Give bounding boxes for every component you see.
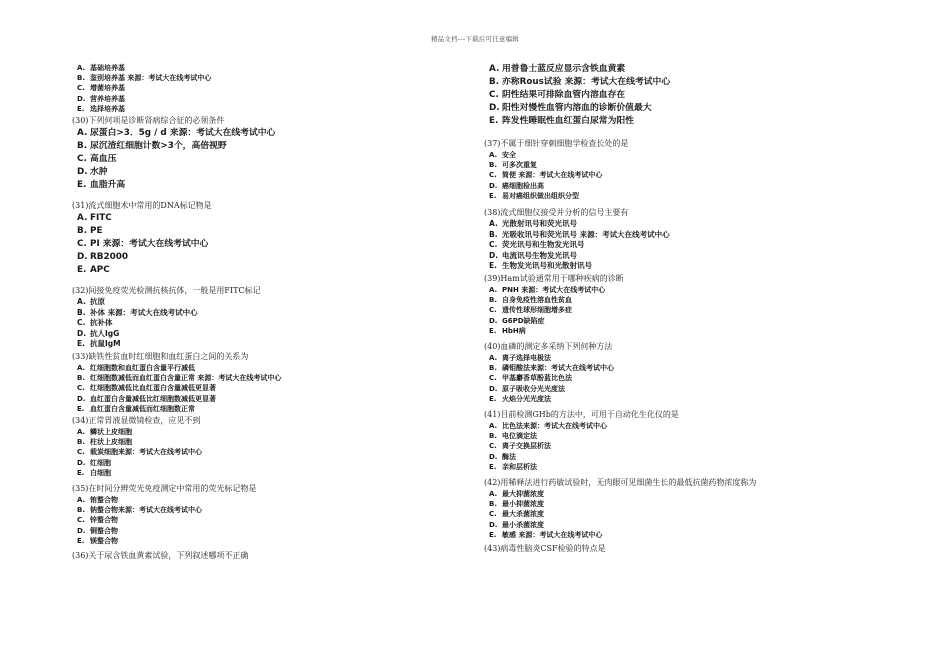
- option-letter: E.: [489, 191, 497, 200]
- answer-option: [484, 295, 844, 305]
- answer-option: [72, 166, 432, 179]
- question-block: [72, 63, 432, 114]
- option-letter: B.: [489, 364, 497, 373]
- answer-option: [72, 140, 432, 153]
- question-block: [484, 341, 844, 404]
- option-letter: A.: [77, 213, 88, 224]
- answer-option: [72, 251, 432, 264]
- option-letter: E.: [77, 339, 85, 349]
- option-text: 光散射讯号和荧光讯号: [502, 219, 577, 229]
- question-stem: (32)间接免疫荧光检测抗核抗体，一般是用FITC标记: [72, 286, 261, 296]
- option-letter: E.: [77, 468, 85, 477]
- answer-option: [72, 212, 432, 225]
- answer-option: [72, 83, 432, 93]
- question-block: [484, 543, 844, 555]
- answer-option: [484, 353, 844, 363]
- option-text: 亦称Rous试验 来源：考试大在线考试中心: [502, 77, 671, 87]
- option-letter: A.: [489, 354, 498, 362]
- option-letter: E.: [489, 530, 497, 539]
- answer-option: [484, 373, 844, 383]
- option-text: PE: [90, 226, 103, 237]
- option-text: 鉴别培养基 来源：考试大在线考试中心: [90, 74, 212, 83]
- answer-option: [484, 326, 844, 336]
- option-letter: B.: [77, 226, 88, 237]
- option-text: 亲和层析法: [502, 462, 537, 471]
- question-stem: (43)病毒性脑炎CSF检验的特点是: [484, 544, 606, 554]
- answer-option: [484, 261, 844, 272]
- option-letter: A.: [489, 285, 498, 294]
- option-text: PNH 来源：考试大在线考试中心: [502, 285, 606, 294]
- answer-option: [484, 431, 844, 441]
- option-text: 最大抑菌浓度: [502, 490, 544, 499]
- option-letter: D.: [77, 167, 88, 178]
- option-text: 离子选择电极法: [502, 354, 551, 362]
- option-letter: A.: [489, 490, 498, 499]
- answer-option: [484, 499, 844, 509]
- option-letter: C.: [77, 384, 85, 393]
- option-letter: C.: [77, 239, 87, 250]
- question-stem: (31)流式细胞术中常用的DNA标记物是: [72, 201, 212, 211]
- question-block: [72, 351, 432, 414]
- option-text: 载炭细胞来源：考试大在线考试中心: [90, 448, 202, 457]
- answer-option: [484, 251, 844, 262]
- option-text: 癌细胞检出高: [502, 181, 544, 190]
- answer-option: [484, 219, 844, 230]
- option-text: PI 来源：考试大在线考试中心: [90, 239, 209, 250]
- answer-option: [72, 437, 432, 447]
- answer-option: [72, 404, 432, 414]
- option-letter: D.: [489, 316, 498, 325]
- right-column: [484, 63, 844, 555]
- answer-option: [484, 316, 844, 326]
- question-block: [484, 63, 844, 128]
- option-letter: C.: [489, 306, 497, 315]
- option-text: 增菌培养基: [90, 84, 125, 93]
- option-letter: A.: [489, 422, 498, 431]
- answer-option: [484, 363, 844, 373]
- answer-option: [72, 104, 432, 114]
- option-text: 钠螯合物来源：考试大在线考试中心: [90, 506, 202, 515]
- answer-option: [484, 102, 844, 115]
- option-letter: B.: [489, 296, 497, 305]
- answer-option: [72, 505, 432, 515]
- question-block: [484, 273, 844, 336]
- option-letter: C.: [489, 442, 497, 451]
- answer-option: [72, 339, 432, 350]
- option-text: 抗补体: [90, 318, 113, 328]
- option-letter: C.: [77, 448, 85, 457]
- option-text: APC: [90, 265, 110, 276]
- answer-option: [72, 536, 432, 546]
- answer-option: [484, 63, 844, 76]
- option-text: 红细胞数减低比血红蛋白含量减低更显著: [90, 384, 216, 393]
- option-letter: B.: [77, 141, 88, 152]
- option-text: G6PD缺陷症: [502, 316, 545, 325]
- option-letter: D.: [77, 394, 86, 403]
- option-letter: E.: [77, 180, 87, 191]
- option-text: RB2000: [90, 252, 128, 263]
- answer-option: [484, 285, 844, 295]
- option-text: 甲基麝香草酚蓝比色法: [502, 374, 572, 383]
- question-block: [72, 483, 432, 546]
- option-letter: D.: [77, 328, 87, 338]
- option-text: 抗原: [90, 297, 105, 307]
- option-text: 抗人IgG: [90, 328, 120, 338]
- answer-option: [484, 394, 844, 404]
- option-text: 镁螯合物: [90, 536, 118, 545]
- option-text: 可多次重复: [502, 161, 537, 170]
- option-letter: B.: [489, 500, 497, 509]
- option-text: 生物发光讯号和光散射讯号: [502, 261, 592, 271]
- option-letter: B.: [77, 74, 85, 83]
- option-text: 原子吸收分光光度法: [502, 384, 565, 393]
- question-block: [484, 477, 844, 540]
- option-letter: C.: [77, 318, 86, 328]
- question-block: [484, 207, 844, 272]
- option-letter: C.: [77, 84, 85, 93]
- option-text: 尿蛋白>3．5g / d 来源：考试大在线考试中心: [90, 128, 276, 139]
- question-block: [72, 415, 432, 478]
- option-text: HbH病: [502, 326, 526, 335]
- option-letter: A.: [77, 128, 88, 139]
- option-text: 用普鲁士蓝反应显示含铁血黄素: [502, 64, 626, 74]
- question-block: [72, 550, 432, 562]
- option-letter: C.: [489, 90, 499, 100]
- option-text: 自身免疫性溶血性贫血: [502, 296, 572, 305]
- answer-option: [484, 452, 844, 462]
- option-letter: D.: [489, 181, 498, 190]
- option-text: 补体 来源：考试大在线考试中心: [90, 307, 198, 317]
- answer-option: [484, 160, 844, 170]
- answer-option: [72, 373, 432, 383]
- question-stem: (38)流式细胞仪接受并分析的信号主要有: [484, 208, 629, 218]
- option-text: 铜螯合物: [90, 526, 118, 535]
- option-text: 光吸收讯号和荧光讯号 来源：考试大在线考试中心: [502, 229, 670, 239]
- answer-option: [72, 238, 432, 251]
- answer-option: [72, 297, 432, 308]
- option-text: 安全: [502, 151, 516, 159]
- option-letter: B.: [489, 432, 497, 441]
- question-block: [484, 138, 844, 201]
- option-letter: E.: [77, 536, 85, 545]
- answer-option: [484, 181, 844, 191]
- option-letter: D.: [77, 526, 86, 535]
- question-block: [484, 409, 844, 472]
- answer-option: [72, 526, 432, 536]
- answer-option: [72, 73, 432, 83]
- option-letter: C.: [489, 510, 497, 519]
- answer-option: [72, 394, 432, 404]
- answer-option: [484, 240, 844, 251]
- option-text: 阴性结果可排除血管内溶血存在: [502, 90, 626, 100]
- option-text: 最大杀菌浓度: [502, 510, 544, 519]
- page-header: 精品文档---下载后可任意编辑: [430, 35, 520, 43]
- answer-option: [484, 170, 844, 180]
- answer-option: [72, 264, 432, 277]
- question-stem: (37)不属于细针穿刺细胞学检查长处的是: [484, 139, 629, 148]
- answer-option: [72, 318, 432, 329]
- question-stem: (39)Ham试验通常用于哪种疾病的诊断: [484, 273, 624, 283]
- option-text: 阳性对慢性血管内溶血的诊断价值最大: [502, 103, 652, 113]
- option-text: 锌螯合物: [90, 516, 118, 525]
- question-stem: (41)目前检测GHb的方法中，可用于自动化生化仪的是: [484, 410, 679, 420]
- question-stem: (42)用稀释法进行药敏试验时，无肉眼可见细菌生长的最低抗菌药物浓度称为: [484, 478, 757, 488]
- answer-option: [72, 308, 432, 319]
- question-stem: (36)关于尿含铁血黄素试验，下列叙述哪项不正确: [72, 551, 249, 561]
- option-text: 血红蛋白含量减低比红细胞数减低更显著: [90, 394, 216, 403]
- option-text: 抗鼠IgM: [90, 339, 121, 349]
- question-block: [72, 285, 432, 350]
- option-text: 鳞状上皮细胞: [90, 428, 132, 436]
- option-text: 荧光讯号和生物发光讯号: [502, 240, 585, 250]
- option-text: 红细胞数和血红蛋白含量平行减低: [90, 363, 195, 372]
- option-text: 阵发性睡眠性血红蛋白尿常为阳性: [502, 116, 634, 126]
- answer-option: [484, 115, 844, 128]
- answer-option: [72, 447, 432, 457]
- question-block: [72, 115, 432, 192]
- option-text: 血脂升高: [90, 180, 126, 191]
- option-letter: B.: [489, 77, 500, 87]
- option-text: 最小杀菌浓度: [502, 520, 544, 529]
- option-text: 选择培养基: [90, 104, 125, 113]
- answer-option: [72, 179, 432, 192]
- option-text: 白细胞: [90, 468, 111, 477]
- option-letter: A.: [77, 363, 86, 372]
- option-letter: A.: [77, 428, 86, 436]
- option-letter: E.: [77, 265, 87, 276]
- answer-option: [484, 76, 844, 89]
- option-letter: C.: [489, 240, 498, 250]
- answer-option: [72, 63, 432, 73]
- option-text: 离子交换层析法: [502, 442, 551, 451]
- option-letter: B.: [77, 307, 86, 317]
- option-letter: B.: [489, 229, 498, 239]
- option-text: 基础培养基: [90, 64, 125, 72]
- option-text: 最小抑菌浓度: [502, 500, 544, 509]
- option-letter: A.: [489, 64, 500, 74]
- question-stem: (34)正常胃液显微镜检查，应见不到: [72, 416, 201, 425]
- answer-option: [484, 520, 844, 530]
- question-block: [72, 200, 432, 277]
- option-text: 红细胞: [90, 458, 111, 467]
- option-letter: B.: [77, 506, 85, 515]
- option-letter: D.: [489, 384, 498, 393]
- option-letter: A.: [77, 297, 86, 307]
- option-letter: C.: [489, 374, 497, 383]
- option-letter: A.: [77, 496, 86, 505]
- answer-option: [484, 530, 844, 540]
- option-text: 铕螯合物: [90, 496, 118, 505]
- option-text: 营养培养基: [90, 94, 125, 103]
- question-stem: (40)血磷的测定多采纳下列何种方法: [484, 342, 613, 351]
- answer-option: [72, 225, 432, 238]
- option-letter: D.: [77, 458, 86, 467]
- option-letter: C.: [77, 154, 87, 165]
- option-letter: E.: [489, 116, 499, 126]
- left-column: [72, 63, 432, 562]
- option-text: 火焰分光光度法: [502, 394, 551, 403]
- answer-option: [72, 468, 432, 478]
- option-text: 电位滴定法: [502, 432, 537, 441]
- answer-option: [484, 489, 844, 499]
- option-text: 磷钼酸法来源：考试大在线考试中心: [502, 364, 614, 373]
- question-stem: (33)缺铁性贫血时红细胞和血红蛋白之间的关系为: [72, 351, 249, 361]
- option-letter: D.: [489, 452, 498, 461]
- answer-option: [484, 230, 844, 241]
- option-letter: E.: [489, 261, 497, 271]
- option-letter: D.: [489, 250, 499, 260]
- answer-option: [72, 329, 432, 340]
- option-letter: A.: [77, 64, 86, 72]
- answer-option: [72, 427, 432, 437]
- option-text: 红细胞数减低而血红蛋白含量正常 来源：考试大在线考试中心: [90, 374, 282, 383]
- question-stem: (30)下列何项是诊断肾病综合征的必须条件: [72, 116, 225, 126]
- answer-option: [484, 441, 844, 451]
- answer-option: [484, 150, 844, 160]
- option-text: 酶法: [502, 452, 516, 461]
- answer-option: [484, 191, 844, 201]
- answer-option: [72, 515, 432, 525]
- answer-option: [484, 421, 844, 431]
- option-text: 易对癌组织做出组织分型: [502, 191, 579, 200]
- option-letter: E.: [489, 462, 497, 471]
- answer-option: [484, 462, 844, 472]
- option-text: 遗传性球形细胞增多症: [502, 306, 572, 315]
- question-stem: (35)在时间分辨荧光免疫测定中常用的荧光标记物是: [72, 484, 257, 494]
- option-letter: B.: [77, 374, 85, 383]
- answer-option: [484, 384, 844, 394]
- option-letter: D.: [489, 103, 500, 113]
- option-letter: B.: [77, 438, 85, 447]
- option-text: 电流讯号生物发光讯号: [502, 250, 577, 260]
- answer-option: [72, 495, 432, 505]
- answer-option: [484, 305, 844, 315]
- option-text: FITC: [90, 213, 112, 224]
- answer-option: [72, 127, 432, 140]
- answer-option: [72, 363, 432, 373]
- option-letter: E.: [489, 326, 497, 335]
- option-letter: D.: [77, 252, 88, 263]
- option-letter: C.: [77, 516, 85, 525]
- option-text: 高血压: [90, 154, 117, 165]
- option-text: 血红蛋白含量减低而红细胞数正常: [90, 404, 195, 413]
- answer-option: [484, 89, 844, 102]
- option-letter: E.: [489, 394, 497, 403]
- option-letter: A.: [489, 151, 498, 159]
- option-letter: A.: [489, 219, 498, 229]
- answer-option: [72, 383, 432, 393]
- option-text: 比色法来源：考试大在线考试中心: [502, 422, 607, 431]
- option-text: 水肿: [90, 167, 108, 178]
- option-letter: C.: [489, 171, 497, 180]
- option-text: 尿沉渣红细胞计数>3个，高倍视野: [90, 141, 227, 152]
- answer-option: [484, 509, 844, 519]
- option-text: 敏感 来源：考试大在线考试中心: [502, 530, 603, 539]
- option-text: 柱状上皮细胞: [90, 438, 132, 447]
- answer-option: [72, 153, 432, 166]
- answer-option: [72, 458, 432, 468]
- option-letter: E.: [77, 404, 85, 413]
- option-letter: D.: [489, 520, 498, 529]
- option-letter: D.: [77, 94, 86, 103]
- answer-option: [72, 94, 432, 104]
- option-letter: B.: [489, 161, 497, 170]
- option-text: 简便 来源：考试大在线考试中心: [502, 171, 603, 180]
- option-letter: E.: [77, 104, 85, 113]
